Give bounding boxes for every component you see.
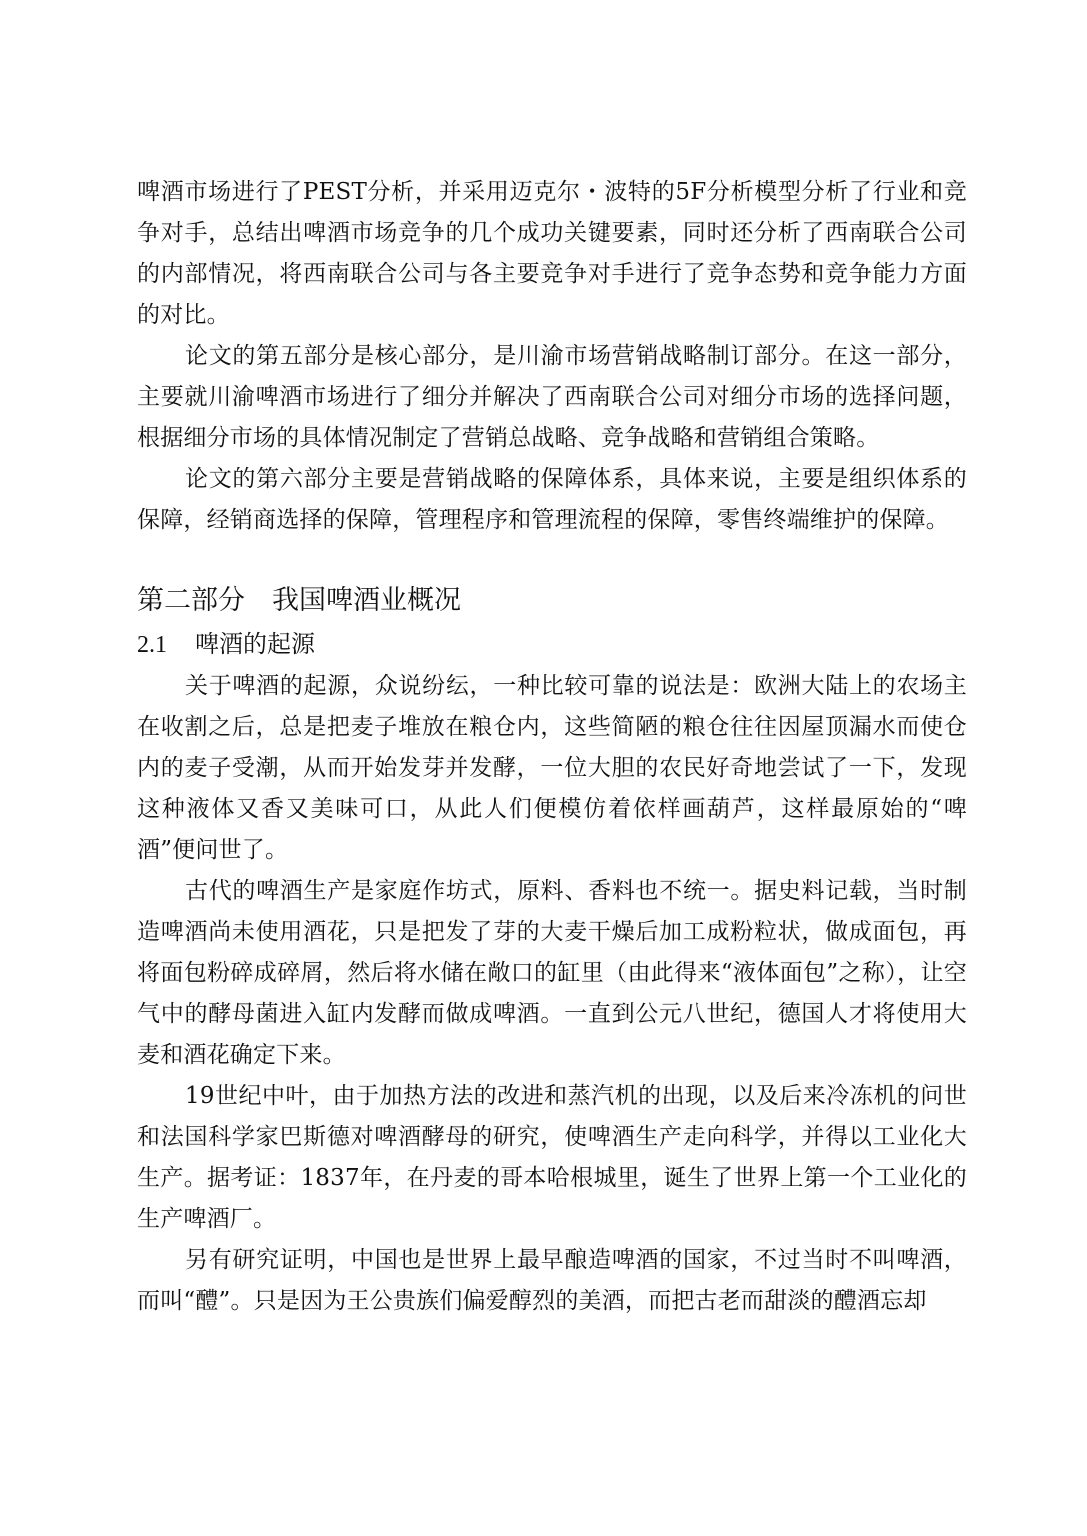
intro-paragraph-continued: 啤酒市场进行了PEST分析，并采用迈克尔・波特的5F分析模型分析了行业和竞争对手，总结出啤酒市场竞争的几个成功关键要素，同时还分析了西南联合公司的内部情况，将西南联合公司与各主要竞争对手进行了竞争态势和竞争能力方面的对比。 (137, 179, 967, 328)
body-paragraph-ancient-production: 古代的啤酒生产是家庭作坊式，原料、香料也不统一。据史料记载，当时制造啤酒尚未使用酒花，只是把发了芽的大麦干燥后加工成粉粒状，做成面包，再将面包粉碎成碎屑，然后将水储在敞口的缸里（由此得来“液体面包”之称），让空气中的酵母菌进入缸内发酵而做成啤酒。一直到公元八世纪，德国人才将使用大麦和酒花确定下来。 (137, 878, 967, 1068)
body-paragraph-industrialization: 19世纪中叶，由于加热方法的改进和蒸汽机的出现，以及后来冷冻机的问世和法国科学家巴斯德对啤酒酵母的研究，使啤酒生产走向科学，并得以工业化大生产。据考证：1837年，在丹麦的哥本哈根城里，诞生了世界上第一个工业化的生产啤酒厂。 (137, 1083, 967, 1232)
intro-paragraph-part-six: 论文的第六部分主要是营销战略的保障体系，具体来说，主要是组织体系的保障，经销商选择的保障，管理程序和管理流程的保障，零售终端维护的保障。 (137, 466, 967, 533)
document-page (137, 172, 967, 1322)
subsection-title: 啤酒的起源 (195, 630, 315, 658)
intro-paragraph-part-five: 论文的第五部分是核心部分，是川渝市场营销战略制订部分。在这一部分，主要就川渝啤酒市场进行了细分并解决了西南联合公司对细分市场的选择问题，根据细分市场的具体情况制定了营销总战略、竞争战略和营销组合策略。 (137, 343, 967, 451)
subsection-number: 2.1 (137, 632, 167, 658)
body-paragraph-origin: 关于啤酒的起源，众说纷纭，一种比较可靠的说法是：欧洲大陆上的农场主在收割之后，总是把麦子堆放在粮仓内，这些简陋的粮仓往往因屋顶漏水而使仓内的麦子受潮，从而开始发芽并发酵，一位大胆的农民好奇地尝试了一下，发现这种液体又香又美味可口，从此人们便模仿着依样画葫芦，这样最原始的“啤酒”便问世了。 (137, 673, 967, 863)
section-heading: 第二部分 我国啤酒业概况 (137, 585, 461, 616)
body-paragraph-china-origin: 另有研究证明，中国也是世界上最早酿造啤酒的国家，不过当时不叫啤酒，而叫“醴”。只是因为王公贵族们偏爱醇烈的美酒，而把古老而甜淡的醴酒忘却 (137, 1247, 967, 1314)
subsection-heading (137, 623, 967, 666)
